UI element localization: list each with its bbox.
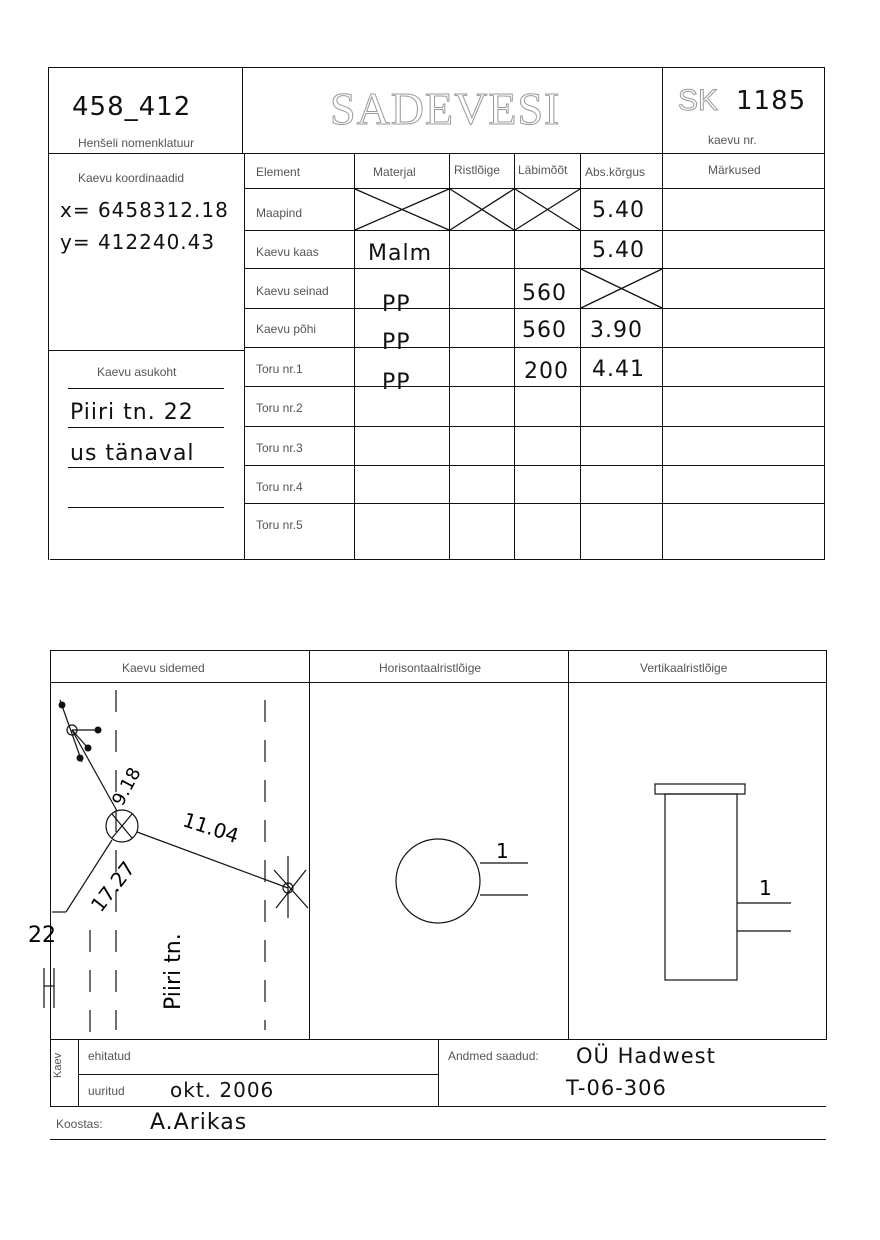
col-header-abs-korgus: Abs.kõrgus (585, 165, 646, 179)
vertical-section-drawing (569, 683, 826, 1039)
sk-number: 1185 (736, 86, 807, 116)
cell-materjal-pohi: PP (382, 330, 411, 355)
cell-materjal-toru1: PP (382, 370, 411, 395)
coordinate-y: y= 412240.43 (60, 230, 216, 254)
cell-labimoot-toru1: 200 (524, 359, 569, 384)
location-line1: Piiri tn. 22 (70, 400, 194, 425)
cell-materjal-kaas: Malm (368, 241, 433, 266)
coordinates-label: Kaevu koordinaadid (78, 171, 185, 185)
ehitatud-label: ehitatud (88, 1049, 131, 1063)
row-label-toru-4: Toru nr.4 (256, 480, 303, 494)
cell-abs-kaas: 5.40 (592, 238, 645, 263)
house-number-label: 22 (28, 923, 56, 948)
andmed-value-code: T-06-306 (566, 1076, 667, 1100)
uuritud-value: okt. 2006 (170, 1078, 275, 1102)
row-label-toru-3: Toru nr.3 (256, 441, 303, 455)
cell-labimoot-seinad: 560 (522, 281, 567, 306)
location-label: Kaevu asukoht (97, 365, 177, 379)
row-label-maapind: Maapind (256, 206, 303, 220)
location-line2: us tänaval (70, 441, 195, 466)
koostas-value: A.Arikas (150, 1110, 248, 1135)
street-label: Piiri tn. (161, 933, 186, 1010)
page-title: SADEVESI (330, 83, 561, 134)
row-label-kaevu-pohi: Kaevu põhi (256, 322, 317, 336)
sketch-col-title-1: Kaevu sidemed (122, 661, 205, 675)
dimension-label-1: 9.18 (108, 764, 146, 810)
andmed-value-company: OÜ Hadwest (576, 1044, 716, 1068)
sk-prefix: SK (678, 84, 719, 117)
cell-abs-maapind: 5.40 (592, 198, 645, 223)
col-header-materjal: Materjal (373, 165, 416, 179)
col-header-ristloige: Ristlõige (454, 163, 501, 177)
sketch-col-title-3: Vertikaalristlõige (640, 661, 728, 675)
row-label-kaevu-kaas: Kaevu kaas (256, 245, 319, 259)
koostas-label: Koostas: (56, 1117, 103, 1131)
kaev-label: Kaev (52, 1052, 64, 1078)
dimension-label-3: 17.27 (85, 856, 140, 917)
well-nr-label: kaevu nr. (708, 133, 757, 147)
pipe-label-vertical: 1 (759, 876, 772, 900)
sketch-col-title-2: Horisontaalristlõige (379, 661, 482, 675)
nomenclature-value: 458_412 (72, 92, 192, 122)
nomenclature-label: Henšeli nomenklatuur (78, 136, 195, 150)
col-header-markused: Märkused (708, 163, 761, 177)
pipe-label-horizontal: 1 (496, 839, 509, 863)
cell-materjal-seinad: PP (382, 292, 411, 317)
horizontal-section-drawing (310, 683, 568, 1039)
row-label-toru-1: Toru nr.1 (256, 362, 303, 376)
cell-abs-toru1: 4.41 (592, 357, 645, 382)
cell-labimoot-pohi: 560 (522, 318, 567, 343)
row-label-toru-2: Toru nr.2 (256, 401, 303, 415)
col-header-element: Element (256, 165, 301, 179)
col-header-labimoot: Läbimõõt (518, 163, 568, 177)
uuritud-label: uuritud (88, 1084, 125, 1098)
row-label-kaevu-seinad: Kaevu seinad (256, 284, 329, 298)
cell-abs-pohi: 3.90 (590, 318, 643, 343)
coordinate-x: x= 6458312.18 (60, 198, 229, 222)
row-label-toru-5: Toru nr.5 (256, 518, 303, 532)
dimension-label-2: 11.04 (180, 807, 242, 849)
andmed-label: Andmed saadud: (448, 1049, 539, 1063)
